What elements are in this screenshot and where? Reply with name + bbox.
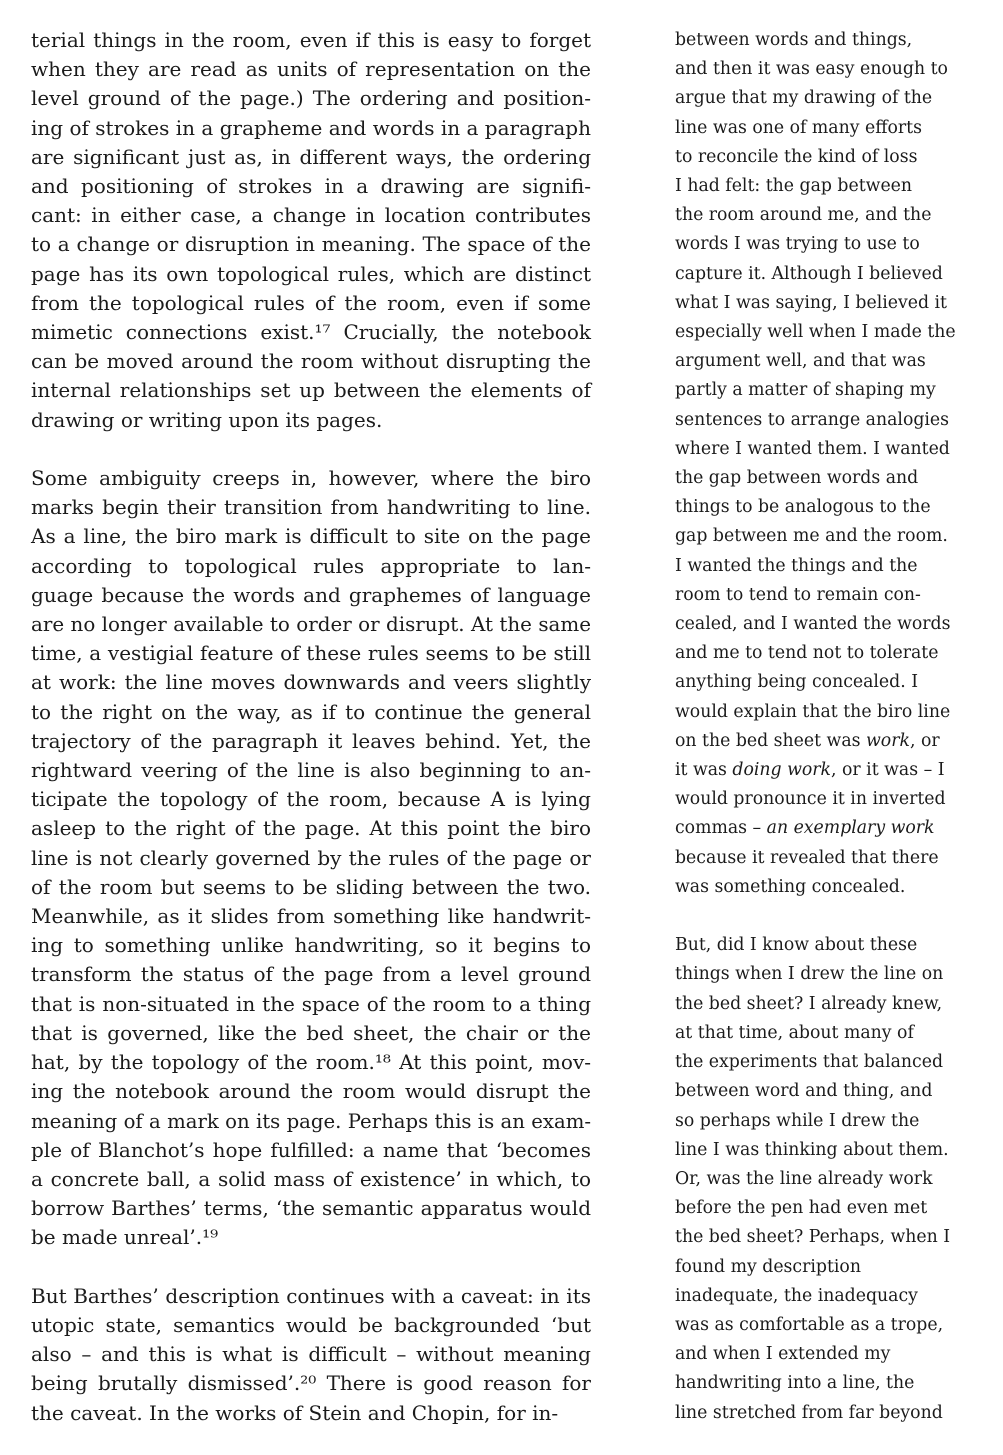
text-line: to a change or disruption in meaning. The space of the <box>31 232 591 257</box>
text-line: asleep to the right of the page. At this point the biro <box>31 816 591 841</box>
text-line: the caveat. In the works of Stein and Chopin, for in- <box>31 1400 559 1425</box>
paragraph <box>675 931 990 1427</box>
text-line: before the pen had even met <box>675 1198 928 1219</box>
text-line: marks begin their transition from handwriting to line. <box>31 495 591 520</box>
paragraph-gap <box>31 1253 591 1282</box>
text-line: internal relationships set up between the elements of <box>31 378 591 403</box>
text-line: time, a vestigial feature of these rules seems to be still <box>31 641 591 666</box>
text-line: line stretched from far beyond <box>675 1402 943 1423</box>
text-line: anything being concealed. I <box>675 672 919 693</box>
text-line: meaning of a mark on its page. Perhaps this is an exam- <box>31 1109 591 1133</box>
text-line: according to topological rules appropriate to lan- <box>31 553 591 578</box>
text-line: the room around me, and the <box>675 205 932 226</box>
text-line: especially well when I made the <box>675 322 956 343</box>
paragraph <box>675 26 990 902</box>
text-line: ing to something unlike handwriting, so it begins to <box>31 933 591 958</box>
text-line: guage because the words and graphemes of language <box>31 582 591 607</box>
text-line: argument well, and that was <box>675 351 926 372</box>
text-line: hat, by the topology of the room.¹⁸ At this point, mov- <box>31 1050 591 1075</box>
text-line: borrow Barthes’ terms, ‘the semantic apparatus would <box>31 1196 591 1221</box>
text-line: But, did I know about these <box>675 935 918 956</box>
text-line: the bed sheet? I already knew, <box>675 993 943 1014</box>
text-line: line I was thinking about them. <box>675 1139 949 1160</box>
text-line: transform the status of the page from a level ground <box>31 962 591 987</box>
text-line: partly a matter of shaping my <box>675 380 936 401</box>
text-line: utopic state, semantics would be backgrounded ‘but <box>31 1312 591 1337</box>
text-line: level ground of the page.) The ordering and position- <box>31 86 591 111</box>
text-line: page has its own topological rules, which are distinct <box>31 261 591 286</box>
text-line: at that time, about many of <box>675 1022 914 1043</box>
text-line: are significant just as, in different ways, the ordering <box>31 144 591 169</box>
text-line: Meanwhile, as it slides from something like handwrit- <box>31 904 591 929</box>
text-line: rightward veering of the line is also beginning to an- <box>31 758 591 783</box>
text-line: room to tend to remain con- <box>675 584 921 605</box>
text-line: ticipate the topology of the room, because A is lying <box>31 787 591 812</box>
text-line: the experiments that balanced <box>675 1052 944 1073</box>
text-line: being brutally dismissed’.²⁰ There is good reason for <box>31 1371 591 1396</box>
text-line: would pronounce it in inverted <box>675 789 946 810</box>
text-line: mimetic connections exist.¹⁷ Crucially, the notebook <box>31 320 591 345</box>
text-line: found my description <box>675 1256 861 1277</box>
text-line: where I wanted them. I wanted <box>675 438 950 459</box>
text-line: sentences to arrange analogies <box>675 409 950 430</box>
text-line: things when I drew the line on <box>675 964 944 985</box>
text-line: it was doing work, or it was – I <box>675 760 945 781</box>
text-line: cealed, and I wanted the words <box>675 614 951 635</box>
text-line: I had felt: the gap between <box>675 176 913 197</box>
text-line: also – and this is what is difficult – without meaning <box>31 1342 591 1367</box>
main-text-column <box>31 26 591 1428</box>
text-line: be made unreal’.¹⁹ <box>31 1225 219 1250</box>
text-line: between word and thing, and <box>675 1081 933 1102</box>
text-line: things to be analogous to the <box>675 497 931 518</box>
text-line: would explain that the biro line <box>675 701 951 722</box>
text-line: Some ambiguity creeps in, however, where the biro <box>31 466 591 491</box>
text-line: ple of Blanchot’s hope fulfilled: a name that ‘becomes <box>31 1137 591 1162</box>
side-text-column <box>675 26 990 1428</box>
text-line: to the right on the way, as if to continue the general <box>31 699 591 724</box>
text-line: ing the notebook around the room would disrupt the <box>31 1079 591 1104</box>
text-line: at work: the line moves downwards and veers slightly <box>31 670 591 695</box>
text-line: Or, was the line already work <box>675 1168 933 1189</box>
text-line: line was one of many efforts <box>675 117 922 138</box>
text-line: that is non-situated in the space of the room to a thing <box>31 991 591 1016</box>
text-line: and then it was easy enough to <box>675 59 948 80</box>
text-line: drawing or writing upon its pages. <box>31 407 383 432</box>
paragraph <box>31 26 591 435</box>
text-line: what I was saying, I believed it <box>675 292 947 313</box>
text-line: terial things in the room, even if this is easy to forget <box>31 28 591 52</box>
text-line: the gap between words and <box>675 468 919 489</box>
text-line: from the topological rules of the room, even if some <box>31 290 591 315</box>
text-line: on the bed sheet was work, or <box>675 730 940 751</box>
text-line: of the room but seems to be sliding between the two. <box>31 874 591 899</box>
text-line: cant: in either case, a change in location contributes <box>31 203 591 228</box>
paragraph <box>31 464 591 1252</box>
text-line: because it revealed that there <box>675 847 939 868</box>
text-line: argue that my drawing of the <box>675 88 933 109</box>
text-line: ing of strokes in a grapheme and words in a paragraph <box>31 115 591 140</box>
text-line: handwriting into a line, the <box>675 1373 915 1394</box>
text-line: I wanted the things and the <box>675 555 918 576</box>
text-line: the bed sheet? Perhaps, when I <box>675 1227 951 1248</box>
text-line: can be moved around the room without disrupting the <box>31 349 591 374</box>
text-line: are no longer available to order or disrupt. At the same <box>31 613 591 637</box>
text-line: so perhaps while I drew the <box>675 1110 920 1131</box>
text-line: gap between me and the room. <box>675 526 948 547</box>
text-line: words I was trying to use to <box>675 234 920 255</box>
text-line: when they are read as units of representation on the <box>31 57 591 82</box>
paragraph-gap <box>675 902 990 931</box>
text-line: to reconcile the kind of loss <box>675 146 918 167</box>
text-line: and positioning of strokes in a drawing are signifi- <box>31 174 591 199</box>
text-line: capture it. Although I believed <box>675 263 943 284</box>
text-line: line is not clearly governed by the rules of the page or <box>31 845 591 870</box>
text-line: was something concealed. <box>675 876 906 897</box>
text-line: between words and things, <box>675 30 913 50</box>
text-line: commas – an exemplary work <box>675 818 935 839</box>
text-line: and when I extended my <box>675 1344 891 1365</box>
text-line: that is governed, like the bed sheet, the chair or the <box>31 1020 591 1045</box>
paragraph <box>31 1282 591 1428</box>
text-line: and me to tend not to tolerate <box>675 643 939 664</box>
text-line: was as comfortable as a trope, <box>675 1314 944 1335</box>
paragraph-gap <box>31 435 591 464</box>
text-line: inadequate, the inadequacy <box>675 1285 918 1306</box>
text-line: As a line, the biro mark is difficult to site on the page <box>31 524 591 549</box>
text-line: But Barthes’ description continues with a caveat: in its <box>31 1283 591 1308</box>
text-line: trajectory of the paragraph it leaves behind. Yet, the <box>31 728 591 753</box>
text-line: a concrete ball, a solid mass of existence’ in which, to <box>31 1166 591 1191</box>
